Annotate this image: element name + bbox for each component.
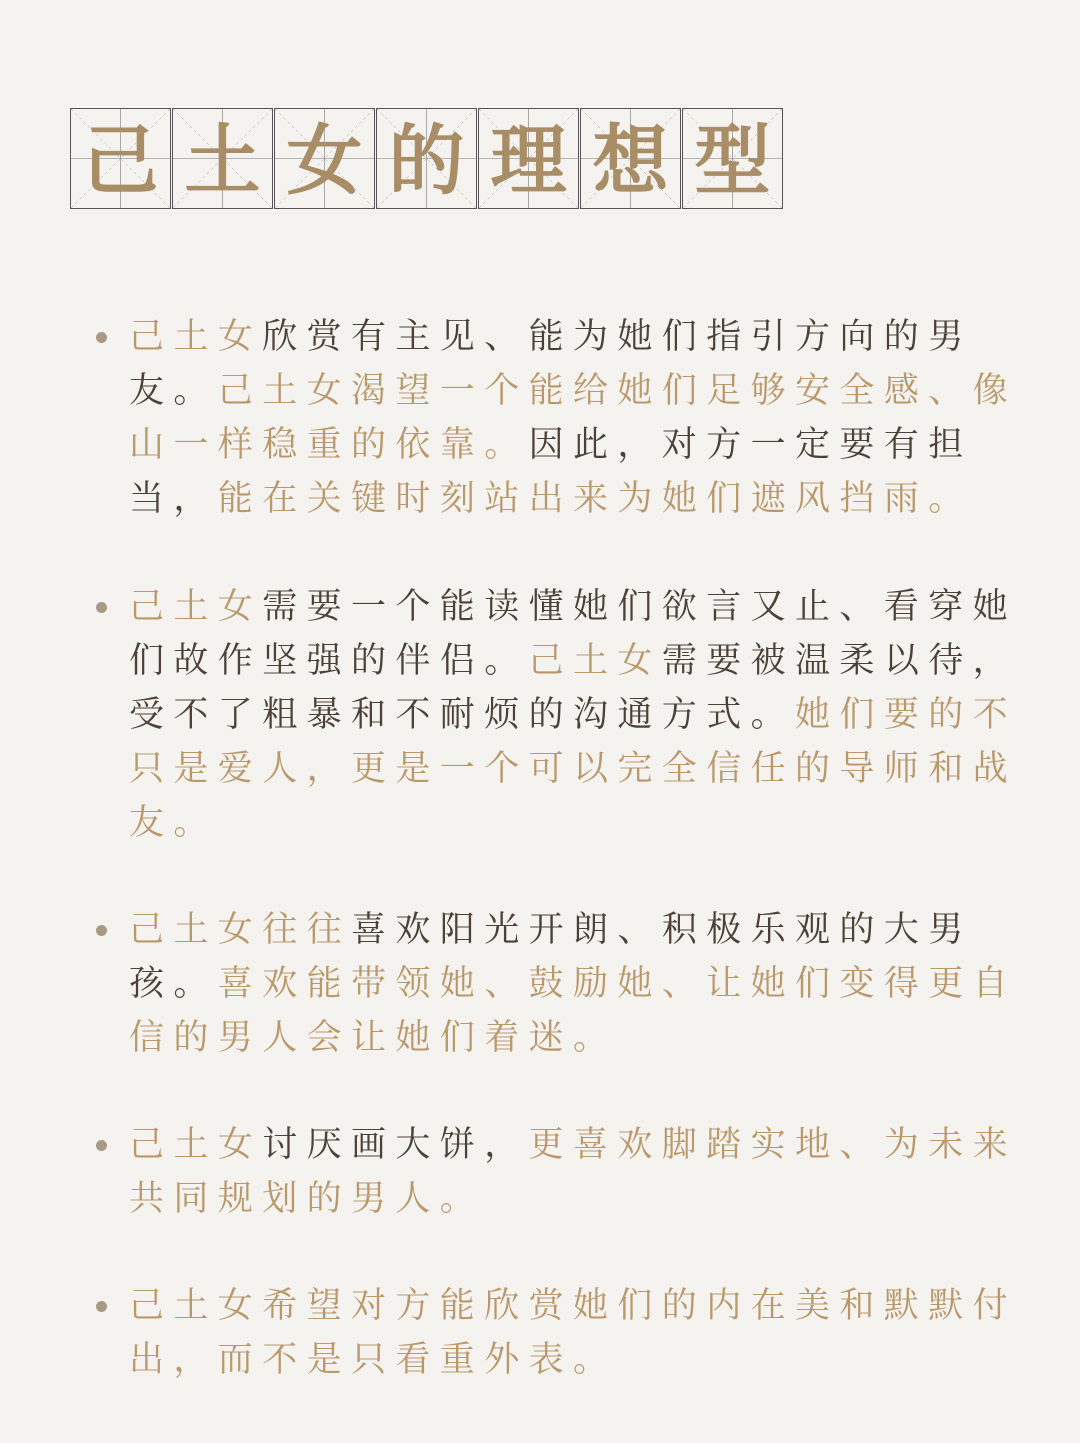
title-grid-cell <box>70 108 171 209</box>
title-grid-cell <box>478 108 579 209</box>
title-char: 土 <box>184 115 261 205</box>
list-item-text <box>129 310 1029 526</box>
text-segment: 己土女 <box>129 587 263 627</box>
list-item-text <box>129 580 1029 850</box>
title-grid-cell <box>580 108 681 209</box>
text-segment: 讨厌画大饼， <box>262 1125 529 1165</box>
title-char: 女 <box>286 115 363 205</box>
title-grid-cell <box>172 108 273 209</box>
title-char: 己 <box>82 115 159 205</box>
bullet-dot-icon <box>96 602 107 613</box>
text-segment: 己土女 <box>129 317 263 357</box>
title-grid-cell <box>274 108 375 209</box>
title-char: 想 <box>592 115 669 205</box>
text-segment: 喜欢阳光开朗、积极乐观的大男孩。 <box>129 910 973 1004</box>
title-grid-cell <box>682 108 783 209</box>
text-segment: 喜欢能带领她、鼓励她、让她们变得更自信的男人会让她们着迷。 <box>129 964 1018 1058</box>
text-segment: 需要被温柔以待，受不了粗暴和不耐烦的沟通方式。 <box>129 641 1018 735</box>
title-grid-cell <box>376 108 477 209</box>
text-segment: 需要一个能读懂她们欲言又止、看穿她们故作坚强的伴侣。 <box>129 587 1018 681</box>
page-title <box>70 108 784 209</box>
list-item-text <box>129 1279 1029 1387</box>
text-segment: 能在关键时刻站出来为她们遮风挡雨。 <box>217 479 973 519</box>
title-char: 理 <box>490 115 567 205</box>
text-segment: 因此，对方一定要有担当， <box>129 425 973 519</box>
text-segment: 更喜欢脚踏实地、为未来共同规划的男人。 <box>129 1125 1018 1219</box>
text-segment: 她们要的不只是爱人，更是一个可以完全信任的导师和战友。 <box>129 695 1018 843</box>
bullet-dot-icon <box>96 925 107 936</box>
text-segment: 己土女希望对方能欣赏她们的内在美和默默付出，而不是只看重外表。 <box>129 1286 1018 1380</box>
text-segment: 己土女 <box>129 1125 263 1165</box>
bullet-dot-icon <box>96 332 107 343</box>
list-item-text <box>129 903 1029 1065</box>
text-segment: 己土女往往 <box>129 910 352 950</box>
text-segment: 己土女 <box>528 641 662 681</box>
text-segment: 己土女渴望一个能给她们足够安全感、像山一样稳重的依靠。 <box>129 371 1018 465</box>
title-char: 型 <box>694 115 771 205</box>
list-item-text <box>129 1118 1029 1226</box>
title-char: 的 <box>388 115 465 205</box>
bullet-dot-icon <box>96 1301 107 1312</box>
bullet-dot-icon <box>96 1140 107 1151</box>
text-segment: 欣赏有主见、能为她们指引方向的男友。 <box>129 317 973 411</box>
